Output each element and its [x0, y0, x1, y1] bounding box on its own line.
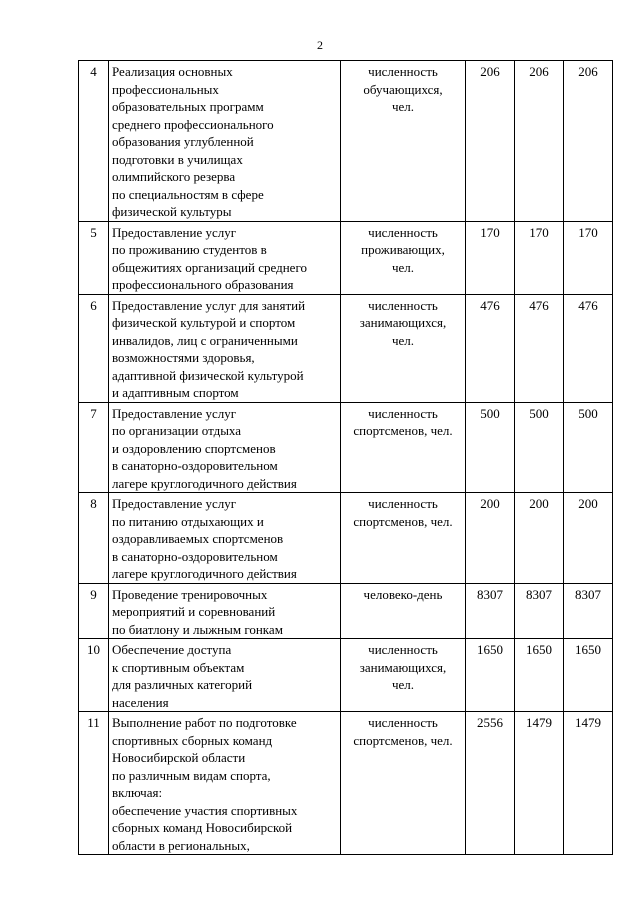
value-year-1: 1650 — [466, 639, 515, 712]
value-year-3: 206 — [564, 61, 613, 222]
value-year-2: 500 — [515, 402, 564, 493]
value-year-3: 1479 — [564, 712, 613, 855]
table-row — [79, 221, 613, 294]
unit-of-measure: численность занимающихся, чел. — [341, 639, 466, 712]
value-year-2: 8307 — [515, 583, 564, 639]
value-year-2: 1650 — [515, 639, 564, 712]
value-year-3: 170 — [564, 221, 613, 294]
value-year-2: 170 — [515, 221, 564, 294]
row-number: 4 — [79, 61, 109, 222]
value-year-2: 200 — [515, 493, 564, 584]
row-number: 8 — [79, 493, 109, 584]
page-number: 2 — [317, 38, 323, 52]
row-number: 9 — [79, 583, 109, 639]
table-row — [79, 639, 613, 712]
value-year-1: 200 — [466, 493, 515, 584]
unit-of-measure: численность спортсменов, чел. — [341, 712, 466, 855]
service-name: Предоставление услуг по питанию отдыхающих и оздоравливаемых спортсменов в санаторно-оздоровительном лагере круглогодичного действия — [109, 493, 341, 584]
row-number: 5 — [79, 221, 109, 294]
value-year-3: 8307 — [564, 583, 613, 639]
unit-of-measure: численность спортсменов, чел. — [341, 402, 466, 493]
value-year-3: 1650 — [564, 639, 613, 712]
service-name: Предоставление услуг по организации отдыха и оздоровлению спортсменов в санаторно-оздоровительном лагере круглогодичного действия — [109, 402, 341, 493]
service-name: Предоставление услуг по проживанию студентов в общежитиях организаций среднего профессионального образования — [109, 221, 341, 294]
unit-of-measure: численность занимающихся, чел. — [341, 294, 466, 402]
value-year-3: 200 — [564, 493, 613, 584]
value-year-1: 8307 — [466, 583, 515, 639]
table-row — [79, 583, 613, 639]
service-name: Реализация основных профессиональных образовательных программ среднего профессионального образования углубленной подготовки в училищах олимпийского резерва по специальностям в сфере физической культуры — [109, 61, 341, 222]
value-year-1: 170 — [466, 221, 515, 294]
row-number: 11 — [79, 712, 109, 855]
row-number: 7 — [79, 402, 109, 493]
unit-of-measure: численность спортсменов, чел. — [341, 493, 466, 584]
table-row — [79, 712, 613, 855]
table-row — [79, 61, 613, 222]
value-year-2: 206 — [515, 61, 564, 222]
service-name: Проведение тренировочных мероприятий и соревнований по биатлону и лыжным гонкам — [109, 583, 341, 639]
unit-of-measure: человеко-день — [341, 583, 466, 639]
service-name: Предоставление услуг для занятий физической культурой и спортом инвалидов, лиц с ограниченными возможностями здоровья, адаптивной физической культурой и адаптивным спортом — [109, 294, 341, 402]
service-name: Обеспечение доступа к спортивным объектам для различных категорий населения — [109, 639, 341, 712]
value-year-2: 476 — [515, 294, 564, 402]
table-row — [79, 294, 613, 402]
unit-of-measure: численность обучающихся, чел. — [341, 61, 466, 222]
value-year-1: 500 — [466, 402, 515, 493]
value-year-1: 206 — [466, 61, 515, 222]
service-name: Выполнение работ по подготовке спортивных сборных команд Новосибирской области по различным видам спорта, включая: обеспечение участия спортивных сборных команд Новосибирской области в региональных, — [109, 712, 341, 855]
table-row — [79, 402, 613, 493]
value-year-3: 500 — [564, 402, 613, 493]
row-number: 10 — [79, 639, 109, 712]
services-table — [78, 60, 613, 855]
value-year-1: 476 — [466, 294, 515, 402]
row-number: 6 — [79, 294, 109, 402]
value-year-3: 476 — [564, 294, 613, 402]
value-year-1: 2556 — [466, 712, 515, 855]
table-row — [79, 493, 613, 584]
value-year-2: 1479 — [515, 712, 564, 855]
unit-of-measure: численность проживающих, чел. — [341, 221, 466, 294]
